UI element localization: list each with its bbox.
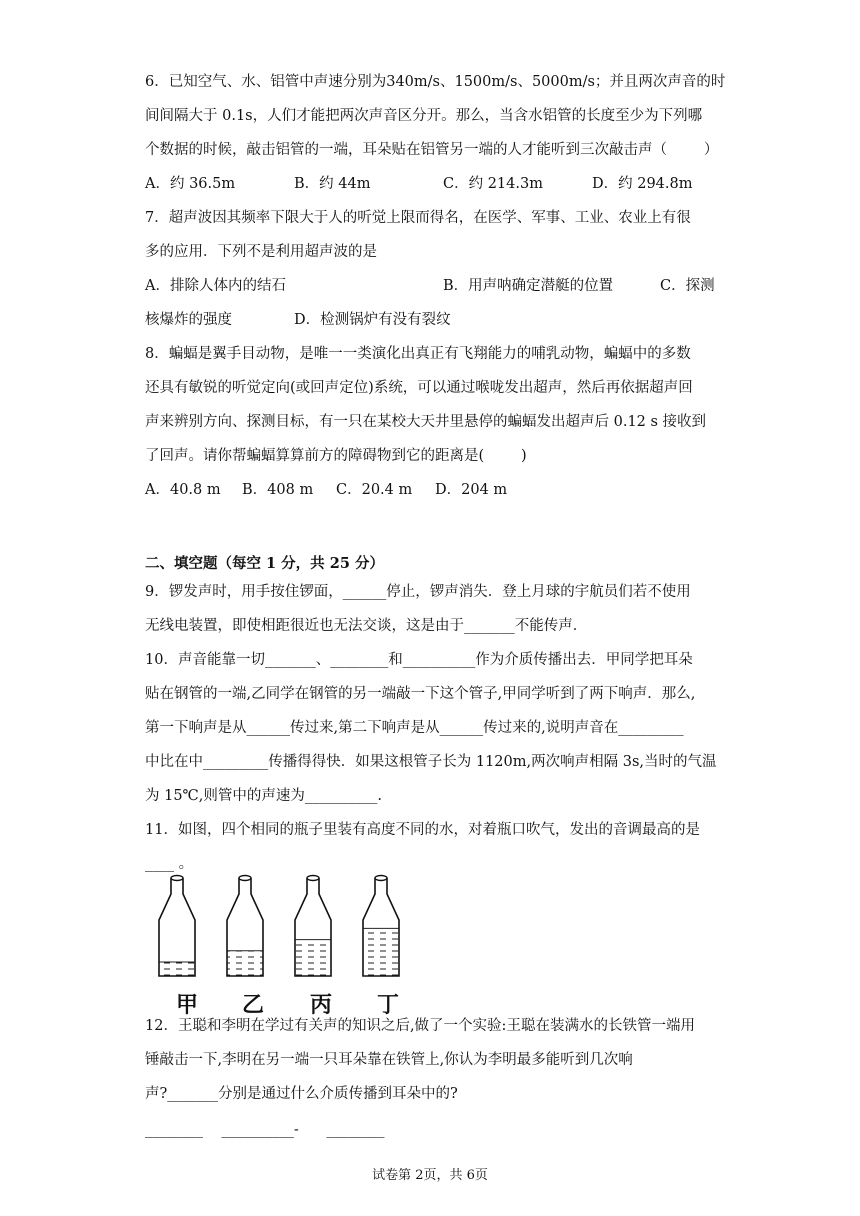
q6-line-1: 6．已知空气、水、铝管中声速分别为340m/s、1500m/s、5000m/s；并且两次声音的时 — [145, 74, 726, 90]
q10-line-2: 贴在钢管的一端,乙同学在钢管的另一端敲一下这个管子,甲同学听到了两下响声．那么, — [145, 686, 696, 702]
water-bing — [295, 940, 331, 976]
bottle-label-yi: 乙 — [242, 993, 265, 1018]
bottle-mouth-jia — [171, 876, 183, 881]
q12-line-3: 声?_______分别是通过什么介质传播到耳朵中的? — [145, 1086, 458, 1102]
water-ding — [363, 928, 399, 976]
q7-option-c: C．探测 — [660, 278, 715, 294]
q10-line-3: 第一下响声是从______传过来,第二下响声是从______传过来的,说明声音在_________ — [145, 720, 684, 736]
q11-line-2: ____ 。 — [145, 856, 194, 872]
bottle-label-bing: 丙 — [310, 993, 333, 1018]
q8-option-b: B．408 m — [242, 482, 314, 498]
q6-option-b: B．约 44m — [294, 176, 371, 192]
q7-option-d: D．检测锅炉有没有裂纹 — [294, 312, 451, 328]
bottle-mouth-bing — [307, 876, 319, 881]
q8-line-4: 了回声。请你帮蝙蝠算算前方的障碍物到它的距离是( ) — [145, 448, 527, 464]
section-title-fill-blank: 二、填空题（每空 1 分，共 25 分） — [145, 555, 384, 572]
bottle-yi — [227, 876, 263, 977]
q6-option-a: A．约 36.5m — [145, 176, 236, 192]
q7-option-a: A．排除人体内的结石 — [145, 278, 286, 294]
q8-line-2: 还具有敏锐的听觉定向(或回声定位)系统，可以通过喉咙发出超声，然后再依据超声回 — [145, 380, 693, 396]
q6-option-d: D．约 294.8m — [592, 176, 693, 192]
bottle-mouth-ding — [375, 876, 387, 881]
bottles-figure — [150, 870, 430, 978]
q10-line-4: 中比在中_________传播得得快．如果这根管子长为 1120m,两次响声相隔 3s,当时的气温 — [145, 754, 717, 770]
bottle-bing — [295, 876, 331, 977]
q10-line-5: 为 15℃,则管中的声速为__________. — [145, 788, 382, 804]
bottle-label-ding: 丁 — [377, 993, 400, 1018]
bottle-ding — [363, 876, 399, 977]
q10-line-1: 10．声音能靠一切_______、________和__________作为介质传播出去．甲同学把耳朵 — [145, 652, 693, 668]
q7-line-2: 多的应用．下列不是利用超声波的是 — [145, 244, 377, 260]
q12-line-2: 锤敲击一下,李明在另一端一只耳朵靠在铁管上,你认为李明最多能听到几次响 — [145, 1052, 633, 1068]
bottle-label-jia: 甲 — [176, 993, 199, 1018]
q9-line-2: 无线电装置，即使相距很近也无法交谈，这是由于_______不能传声． — [145, 618, 588, 634]
q8-line-1: 8．蝙蝠是翼手目动物，是唯一一类演化出真正有飞翔能力的哺乳动物，蝙蝠中的多数 — [145, 346, 691, 362]
q7-line-1: 7．超声波因其频率下限大于人的听觉上限而得名，在医学、军事、工业、农业上有很 — [145, 210, 691, 226]
q6-option-c: C．约 214.3m — [443, 176, 543, 192]
q12-line-1: 12．王聪和李明在学过有关声的知识之后,做了一个实验:王聪在装满水的长铁管一端用 — [145, 1018, 695, 1034]
q8-option-d: D．204 m — [435, 482, 508, 498]
page-footer: 试卷第 2页，共 6页 — [372, 1168, 488, 1183]
water-yi — [227, 951, 263, 976]
q9-line-1: 9．锣发声时，用手按住锣面，______停止，锣声消失．登上月球的宇航员们若不使用 — [145, 584, 691, 600]
q8-line-3: 声来辨别方向、探测目标，有一只在某校大天井里悬停的蝙蝠发出超声后 0.12 s 接收到 — [145, 414, 707, 430]
bottle-outline-jia — [159, 878, 195, 976]
water-jia — [159, 962, 195, 976]
q6-line-2: 间间隔大于 0.1s，人们才能把两次声音区分开。那么，当含水铝管的长度至少为下列哪 — [145, 108, 703, 124]
q11-line-1: 11．如图，四个相同的瓶子里装有高度不同的水，对着瓶口吹气，发出的音调最高的是 — [145, 822, 700, 838]
bottle-jia — [159, 876, 195, 977]
q8-option-c: C．20.4 m — [336, 482, 413, 498]
q7-option-b: B．用声呐确定潜艇的位置 — [443, 278, 614, 294]
q6-line-3: 个数据的时候，敲击铝管的一端，耳朵贴在铝管另一端的人才能听到三次敲击声（ ） — [145, 142, 719, 158]
q7-option-c-cont: 核爆炸的强度 — [145, 312, 232, 328]
bottle-mouth-yi — [239, 876, 251, 881]
q8-option-a: A．40.8 m — [145, 482, 221, 498]
q12-line-4: ________ __________- ________ — [145, 1122, 385, 1138]
